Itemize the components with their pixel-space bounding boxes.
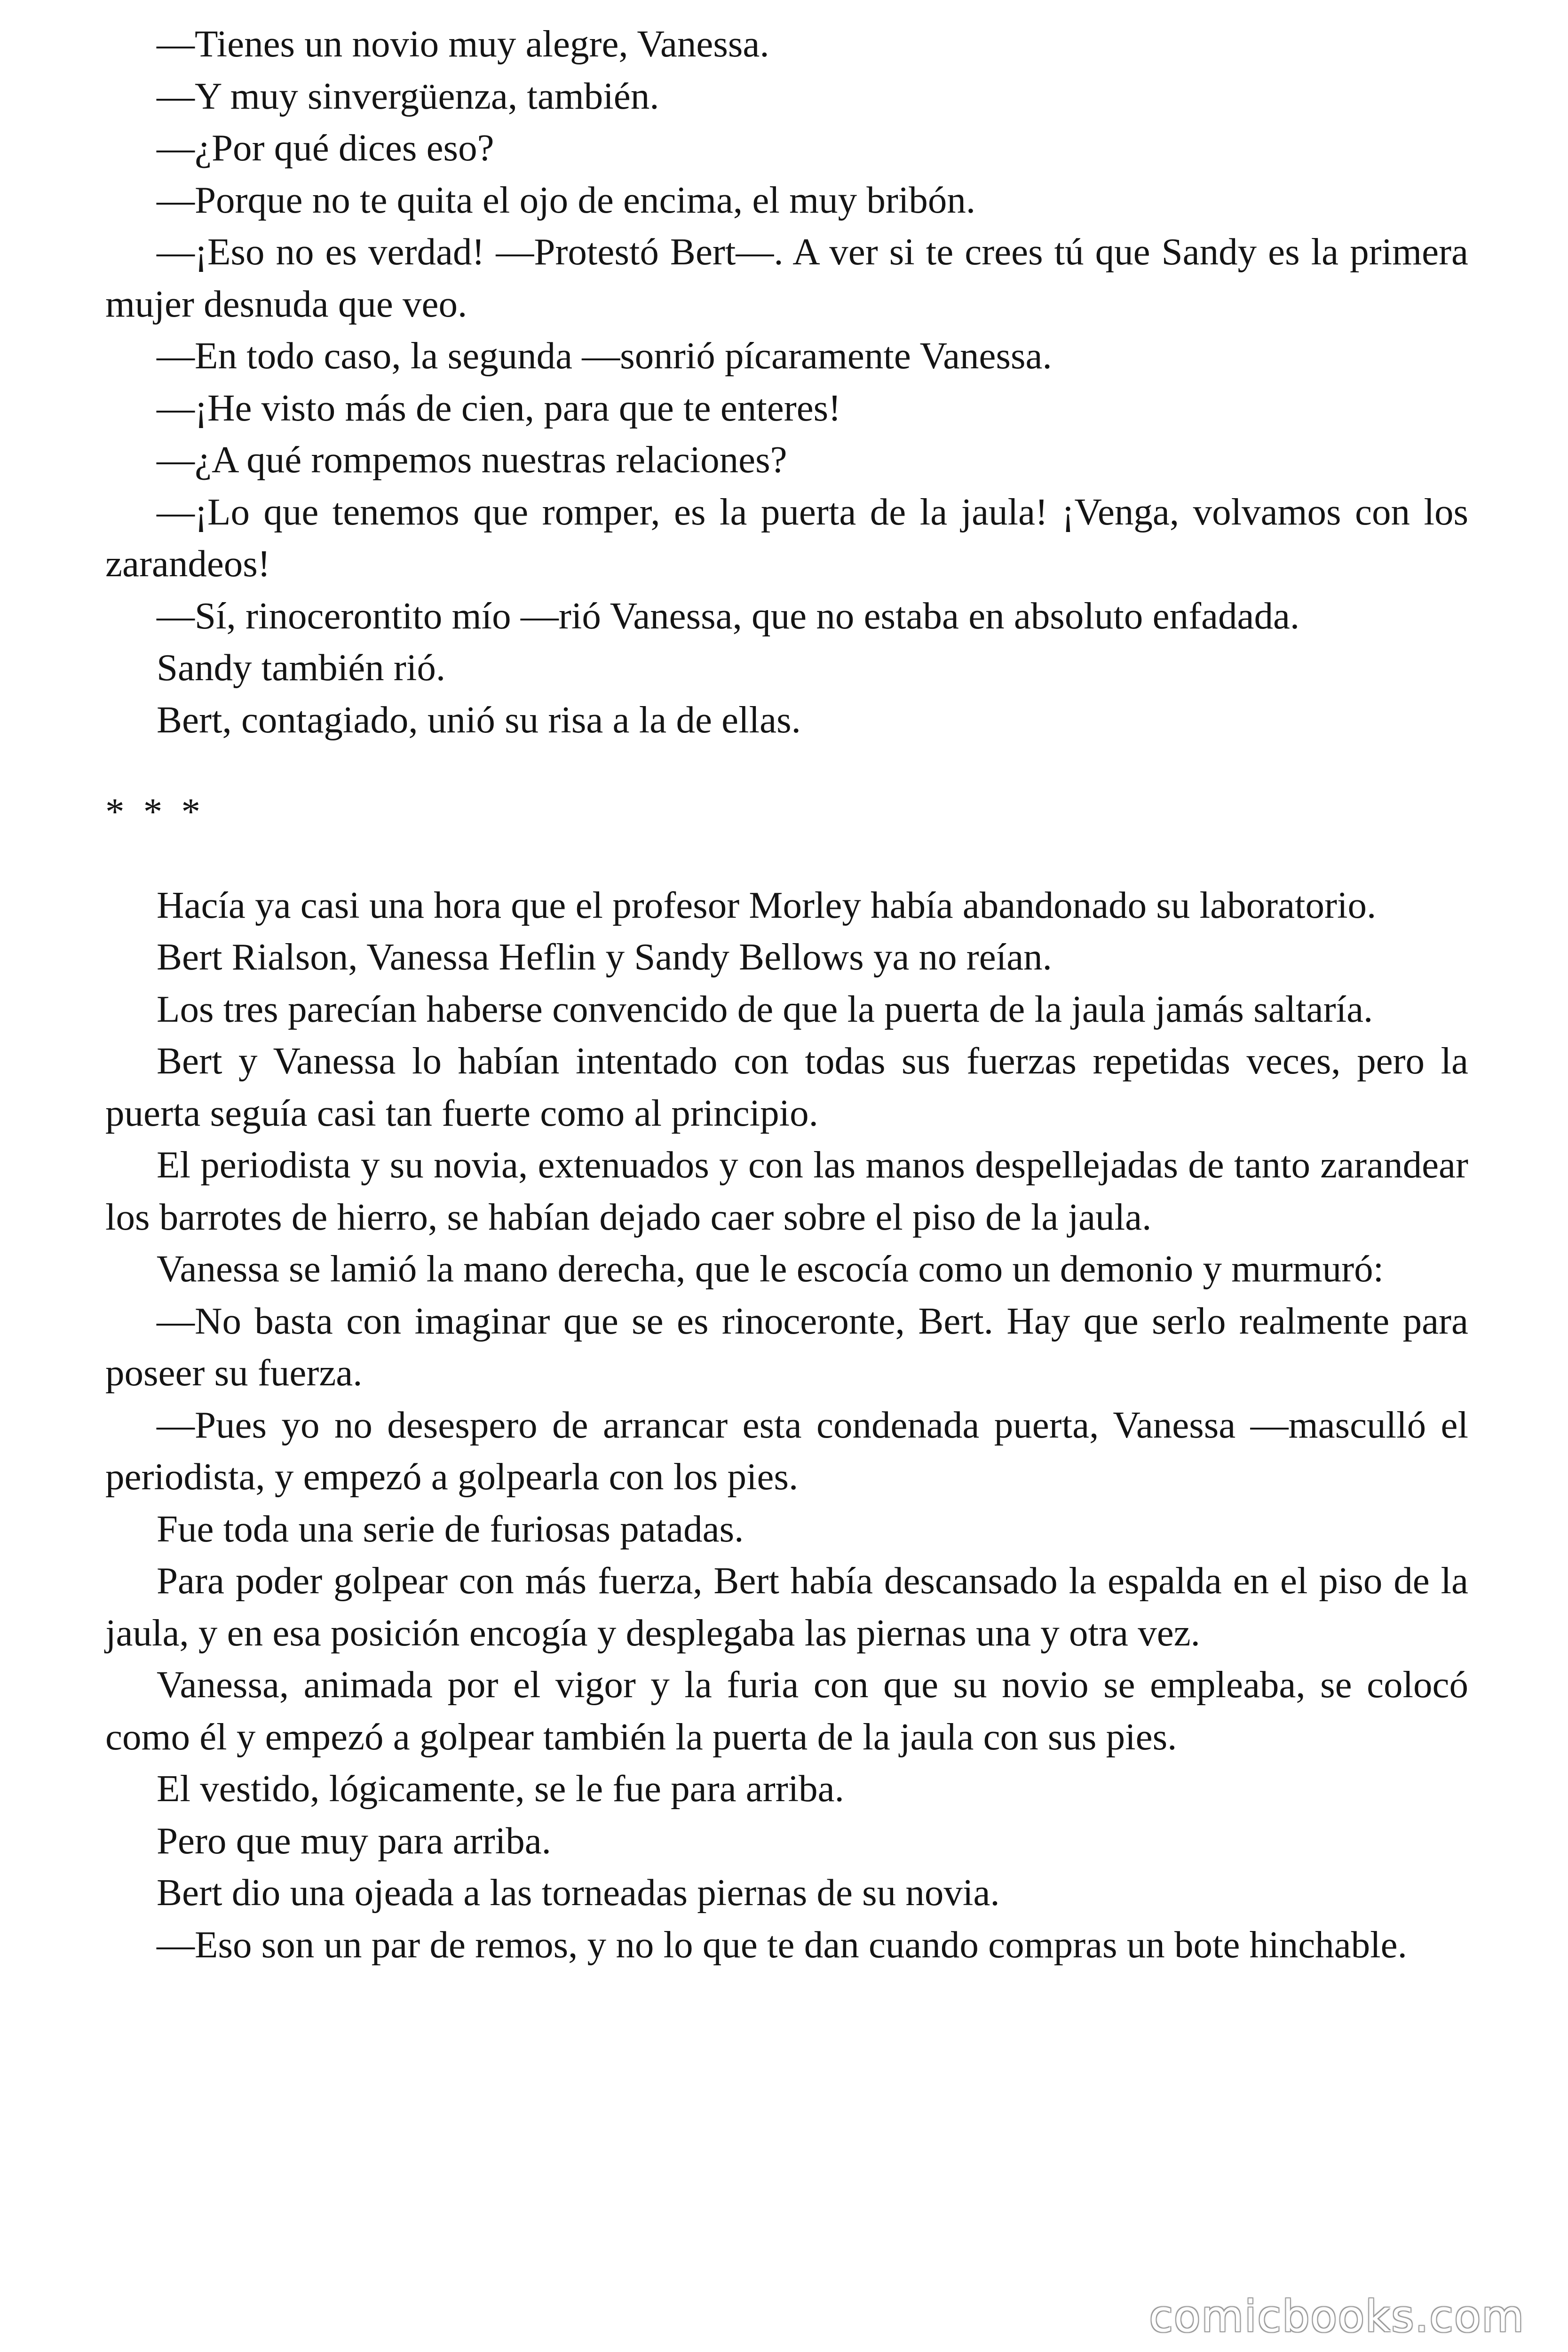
paragraph: —Porque no te quita el ojo de encima, el muy bribón. xyxy=(157,178,976,221)
paragraph: —En todo caso, la segunda —sonrió pícaramente Vanessa. xyxy=(157,334,1052,377)
paragraph: El vestido, lógicamente, se le fue para arriba. xyxy=(157,1767,844,1810)
paragraph: —¡He visto más de cien, para que te enteres! xyxy=(157,386,841,429)
watermark: comicbooks.com xyxy=(1149,2291,1525,2342)
paragraph: —¿Por qué dices eso? xyxy=(157,127,494,169)
paragraph: Vanessa, animada por el vigor y la furia con que su novio se empleaba, se colocó como él y empezó a golpear también la puerta de la jaula con sus pies. xyxy=(105,1663,1468,1758)
paragraph: —Y muy sinvergüenza, también. xyxy=(157,74,659,117)
paragraph: Bert, contagiado, unió su risa a la de ellas. xyxy=(157,698,801,741)
paragraph: —Pues yo no desespero de arrancar esta condenada puerta, Vanessa —masculló el periodista, y empezó a golpearla con los pies. xyxy=(105,1403,1468,1498)
paragraph: Sandy también rió. xyxy=(157,646,446,689)
paragraph: Bert Rialson, Vanessa Heflin y Sandy Bellows ya no reían. xyxy=(157,936,1052,978)
paragraph: —¡Lo que tenemos que romper, es la puerta de la jaula! ¡Venga, volvamos con los zarandeos! xyxy=(105,490,1468,585)
paragraph: Para poder golpear con más fuerza, Bert había descansado la espalda en el piso de la jaula, y en esa posición encogía y desplegaba las piernas una y otra vez. xyxy=(105,1559,1468,1654)
paragraph: —Sí, rinocerontito mío —rió Vanessa, que no estaba en absoluto enfadada. xyxy=(157,594,1300,637)
paragraph: El periodista y su novia, extenuados y con las manos despellejadas de tanto zarandear los barrotes de hierro, se habían dejado caer sobre el piso de la jaula. xyxy=(105,1144,1468,1238)
book-page xyxy=(105,18,1468,1971)
paragraph: Bert y Vanessa lo habían intentado con todas sus fuerzas repetidas veces, pero la puerta seguía casi tan fuerte como al principio. xyxy=(105,1040,1468,1134)
paragraph: Bert dio una ojeada a las torneadas piernas de su novia. xyxy=(157,1871,1000,1914)
paragraph: —¡Eso no es verdad! —Protestó Bert—. A ver si te crees tú que Sandy es la primera mujer desnuda que veo. xyxy=(105,230,1468,325)
paragraph: Vanessa se lamió la mano derecha, que le escocía como un demonio y murmuró: xyxy=(157,1248,1384,1290)
paragraph: —Eso son un par de remos, y no lo que te dan cuando compras un bote hinchable. xyxy=(157,1923,1407,1966)
paragraph: —Tienes un novio muy alegre, Vanessa. xyxy=(157,23,769,65)
paragraph: Los tres parecían haberse convencido de que la puerta de la jaula jamás saltaría. xyxy=(157,987,1373,1030)
paragraph: Fue toda una serie de furiosas patadas. xyxy=(157,1507,744,1550)
paragraph: —¿A qué rompemos nuestras relaciones? xyxy=(157,438,787,481)
section-separator: * * * xyxy=(105,790,205,833)
paragraph: —No basta con imaginar que se es rinoceronte, Bert. Hay que serlo realmente para poseer su fuerza. xyxy=(105,1299,1468,1394)
paragraph: Pero que muy para arriba. xyxy=(157,1819,551,1862)
paragraph: Hacía ya casi una hora que el profesor Morley había abandonado su laboratorio. xyxy=(157,883,1377,926)
